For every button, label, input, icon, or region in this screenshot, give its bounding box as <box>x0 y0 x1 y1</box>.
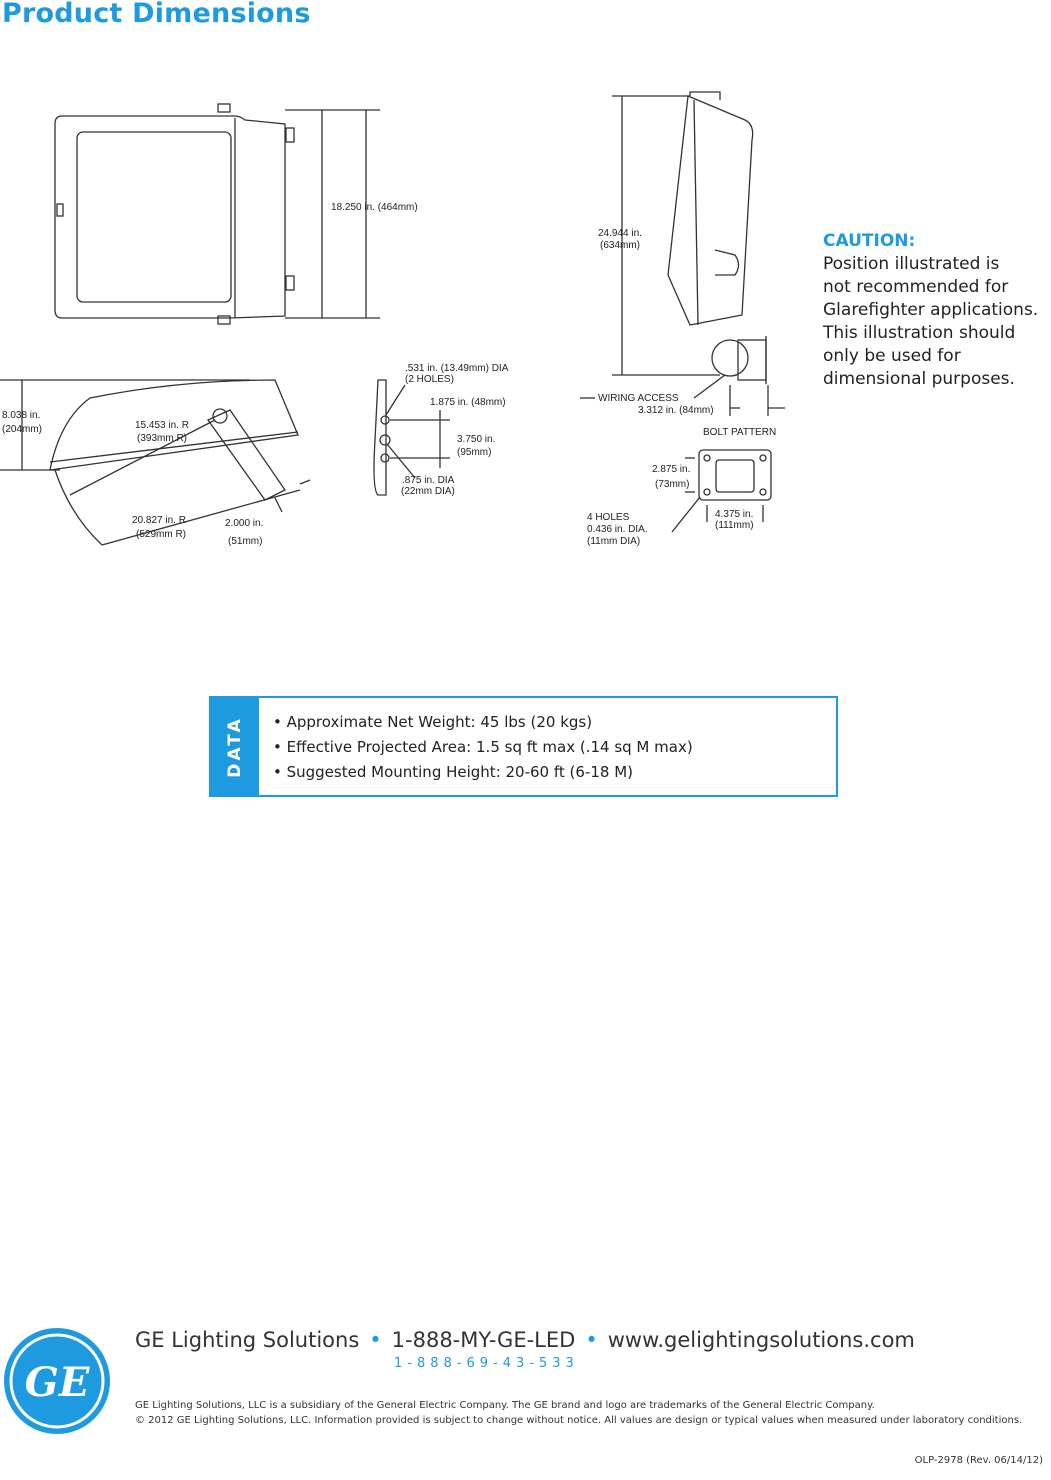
svg-text:1.875 in. (48mm): 1.875 in. (48mm) <box>430 397 506 408</box>
separator-dot: • <box>585 1328 598 1352</box>
caution-heading: CAUTION: <box>823 231 916 251</box>
svg-text:15.453 in. R: 15.453 in. R <box>135 420 189 431</box>
company-name: GE Lighting Solutions <box>135 1328 360 1352</box>
caution-line: not recommended for <box>823 277 1009 297</box>
svg-text:(529mm R): (529mm R) <box>136 529 187 540</box>
document-id: OLP-2978 (Rev. 06/14/12) <box>914 1455 1043 1466</box>
svg-text:(95mm): (95mm) <box>457 447 492 458</box>
caution-line: only be used for <box>823 346 961 366</box>
svg-text:4 HOLES: 4 HOLES <box>587 512 630 523</box>
legal-line: GE Lighting Solutions, LLC is a subsidiary of the General Electric Company. The GE brand and logo are trademarks of the General Electric Company. <box>135 1400 875 1411</box>
svg-text:(22mm DIA): (22mm DIA) <box>401 486 455 497</box>
svg-text:4.375 in.: 4.375 in. <box>715 509 754 520</box>
front-view-drawing <box>55 104 380 324</box>
list-item: • Effective Projected Area: 1.5 sq ft max (.14 sq M max) <box>273 738 693 756</box>
caution-note <box>823 230 1051 391</box>
side-view-drawing <box>580 92 785 416</box>
svg-text:(2 HOLES): (2 HOLES) <box>405 374 454 385</box>
data-box <box>209 696 838 797</box>
legal-text <box>135 1398 1022 1428</box>
ge-logo <box>2 1326 112 1436</box>
svg-text:0.436 in. DIA.: 0.436 in. DIA. <box>587 524 648 535</box>
svg-text:GE: GE <box>24 1359 90 1406</box>
caution-line: dimensional purposes. <box>823 369 1015 389</box>
svg-text:WIRING ACCESS: WIRING ACCESS <box>598 393 679 404</box>
svg-text:2.000 in.: 2.000 in. <box>225 518 264 529</box>
legal-line: © 2012 GE Lighting Solutions, LLC. Information provided is subject to change without notice. All values are design or typical values when measured under laboratory conditions. <box>135 1415 1023 1426</box>
svg-text:BOLT PATTERN: BOLT PATTERN <box>703 427 777 438</box>
svg-text:.531 in. (13.49mm) DIA: .531 in. (13.49mm) DIA <box>405 363 509 374</box>
website-link[interactable]: www.gelightingsolutions.com <box>607 1328 915 1352</box>
svg-text:(634mm): (634mm) <box>600 240 641 251</box>
data-tab <box>211 698 259 795</box>
svg-text:24.944 in.: 24.944 in. <box>598 228 642 239</box>
svg-text:2.875 in.: 2.875 in. <box>652 464 691 475</box>
svg-text:(73mm): (73mm) <box>655 479 690 490</box>
svg-text:(393mm R): (393mm R) <box>137 433 188 444</box>
caution-line: This illustration should <box>823 323 1016 343</box>
svg-text:8.038 in.: 8.038 in. <box>2 410 41 421</box>
list-item: • Approximate Net Weight: 45 lbs (20 kgs) <box>273 713 593 731</box>
svg-text:3.750 in.: 3.750 in. <box>457 434 496 445</box>
data-tab-label: DATA <box>225 715 245 778</box>
list-item: • Suggested Mounting Height: 20-60 ft (6-18 M) <box>273 763 633 781</box>
phone-link[interactable]: 1-888-MY-GE-LED <box>391 1328 576 1352</box>
caution-line: Glarefighter applications. <box>823 300 1039 320</box>
svg-text:20.827 in. R: 20.827 in. R <box>132 515 186 526</box>
footer-contact <box>135 1328 915 1352</box>
phone-numeric: 1-888-69-43-533 <box>394 1356 579 1371</box>
page-title: Product Dimensions <box>2 0 311 29</box>
caution-line: Position illustrated is <box>823 254 1000 274</box>
svg-text:(11mm DIA): (11mm DIA) <box>587 536 641 547</box>
svg-text:18.250 in. (464mm): 18.250 in. (464mm) <box>331 202 418 213</box>
svg-text:(51mm): (51mm) <box>228 536 263 547</box>
svg-text:3.312 in. (84mm): 3.312 in. (84mm) <box>638 405 714 416</box>
svg-text:.875 in. DIA: .875 in. DIA <box>402 475 455 486</box>
separator-dot: • <box>369 1328 382 1352</box>
svg-text:(111mm): (111mm) <box>715 520 754 531</box>
svg-text:(204mm): (204mm) <box>2 424 43 435</box>
data-list <box>273 710 693 785</box>
